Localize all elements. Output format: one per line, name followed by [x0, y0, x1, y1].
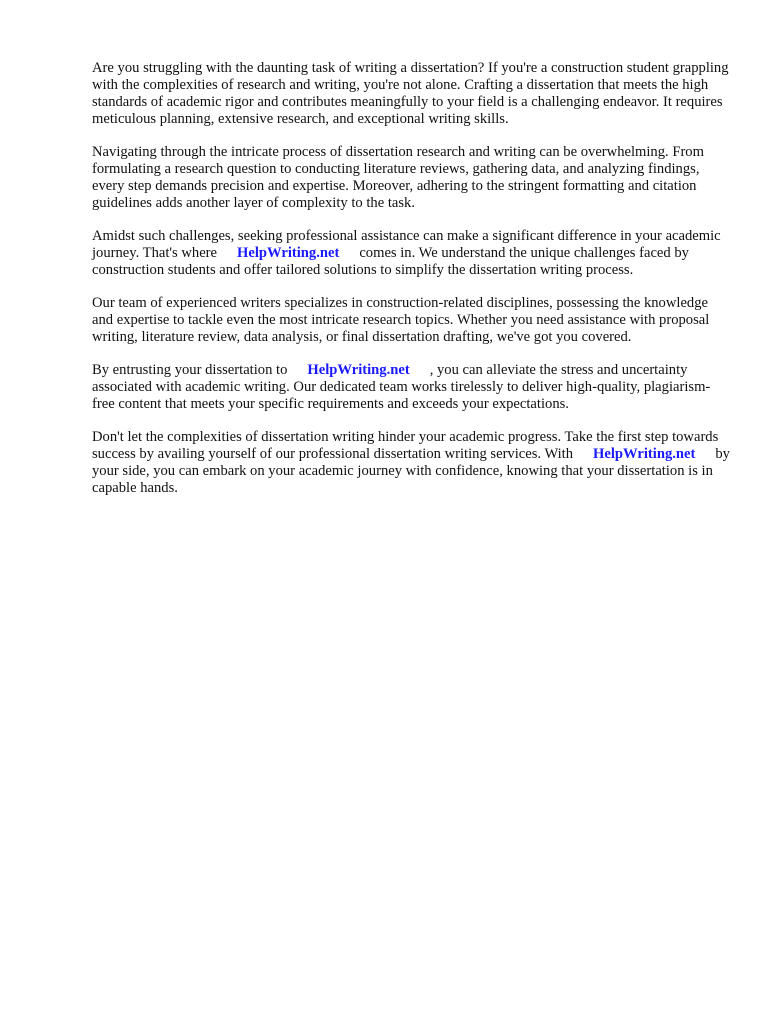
helpwriting-link[interactable]: HelpWriting.net — [307, 362, 410, 378]
helpwriting-link[interactable]: HelpWriting.net — [237, 245, 340, 261]
paragraph-text-after: by your side, you can embark on your academic journey with confidence, knowing that your dissertation is in capable hands. — [92, 446, 730, 496]
paragraph-text-after: comes in. We understand the unique challenges faced by construction students and offer tailored solutions to simplify the dissertation writing process. — [92, 245, 689, 278]
helpwriting-link[interactable]: HelpWriting.net — [593, 446, 696, 462]
paragraph-entrusting — [92, 362, 732, 413]
paragraph-process — [92, 144, 732, 212]
paragraph-team — [92, 295, 732, 346]
paragraph-closing — [92, 429, 732, 497]
paragraph-text: Our team of experienced writers specializes in construction-related disciplines, possessing the knowledge and expertise to tackle even the most intricate research topics. Whether you need assistance with proposal writing, literature review, data analysis, or final dissertation drafting, we've got you covered. — [92, 295, 710, 345]
paragraph-intro — [92, 60, 732, 128]
paragraph-text-before: Amidst such challenges, seeking professional assistance can make a significant difference in your academic journey. That's where — [92, 228, 721, 261]
paragraph-text: Are you struggling with the daunting task of writing a dissertation? If you're a construction student grappling with the complexities of research and writing, you're not alone. Crafting a dissertation that meets the high standards of academic rigor and contributes meaningfully to your field is a challenging endeavor. It requires meticulous planning, extensive research, and exceptional writing skills. — [92, 60, 729, 127]
paragraph-text: Navigating through the intricate process of dissertation research and writing can be overwhelming. From formulating a research question to conducting literature reviews, gathering data, and analyzing findings, every step demands precision and expertise. Moreover, adhering to the stringent formatting and citation guidelines adds another layer of complexity to the task. — [92, 144, 704, 211]
paragraph-text-after: , you can alleviate the stress and uncertainty associated with academic writing. Our dedicated team works tirelessly to deliver high-quality, plagiarism-free content that meets your specific requirements and exceeds your expectations. — [92, 362, 711, 412]
paragraph-text-before: By entrusting your dissertation to — [92, 362, 288, 378]
document-body — [92, 60, 732, 513]
paragraph-text-before: Don't let the complexities of dissertation writing hinder your academic progress. Take the first step towards success by availing yourself of our professional dissertation writing services. With — [92, 429, 719, 462]
paragraph-assistance — [92, 228, 732, 279]
